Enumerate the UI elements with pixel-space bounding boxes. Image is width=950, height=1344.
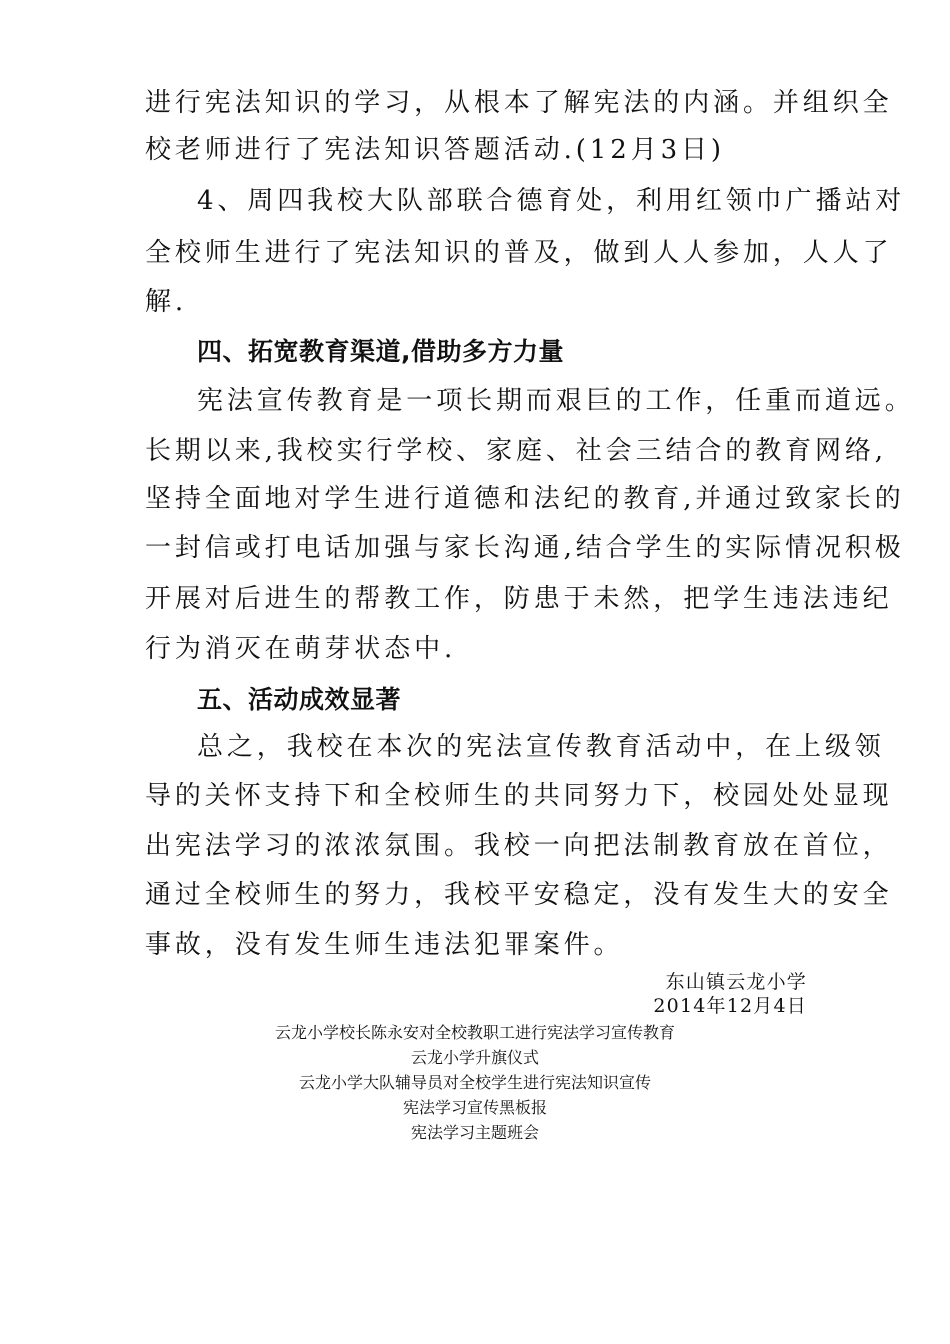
signature-organization: 东山镇云龙小学 (665, 971, 807, 993)
paragraph-line: 开展对后进生的帮教工作，防患于未然，把学生违法违纪 (145, 584, 893, 614)
section-heading: 五、活动成效显著 (197, 685, 402, 714)
paragraph-line: 宪法宣传教育是一项长期而艰巨的工作，任重而道远。 (197, 386, 915, 416)
paragraph-line: 全校师生进行了宪法知识的普及，做到人人参加，人人了 (145, 238, 893, 268)
paragraph-line: 导的关怀支持下和全校师生的共同努力下，校园处处显现 (145, 781, 893, 811)
paragraph-line: 长期以来,我校实行学校、家庭、社会三结合的教育网络, (145, 436, 887, 466)
paragraph-line: 事故，没有发生师生违法犯罪案件。 (145, 930, 624, 960)
photo-caption: 云龙小学校长陈永安对全校教职工进行宪法学习宣传教育 (274, 1023, 675, 1042)
paragraph-line: 出宪法学习的浓浓氛围。我校一向把法制教育放在首位， (145, 831, 893, 861)
photo-caption: 宪法学习主题班会 (410, 1123, 539, 1142)
paragraph-line: 一封信或打电话加强与家长沟通,结合学生的实际情况积极 (145, 533, 905, 563)
signature-date: 2014年12月4日 (653, 995, 807, 1017)
photo-caption: 云龙小学大队辅导员对全校学生进行宪法知识宣传 (298, 1073, 651, 1092)
section-heading: 四、拓宽教育渠道,借助多方力量 (197, 337, 564, 366)
photo-caption: 云龙小学升旗仪式 (410, 1048, 539, 1067)
paragraph-line: 通过全校师生的努力，我校平安稳定，没有发生大的安全 (145, 880, 893, 910)
photo-caption: 宪法学习宣传黑板报 (402, 1098, 547, 1117)
paragraph-line: 4、周四我校大队部联合德育处，利用红领巾广播站对 (197, 186, 906, 216)
paragraph-line: 进行宪法知识的学习，从根本了解宪法的内涵。并组织全 (145, 88, 893, 118)
paragraph-line: 行为消灭在萌芽状态中. (145, 634, 457, 664)
paragraph-line: 校老师进行了宪法知识答题活动.(12月3日) (145, 135, 725, 165)
paragraph-line: 坚持全面地对学生进行道德和法纪的教育,并通过致家长的 (145, 484, 905, 514)
paragraph-line: 总之，我校在本次的宪法宣传教育活动中，在上级领 (197, 732, 885, 762)
paragraph-line: 解. (145, 287, 188, 317)
